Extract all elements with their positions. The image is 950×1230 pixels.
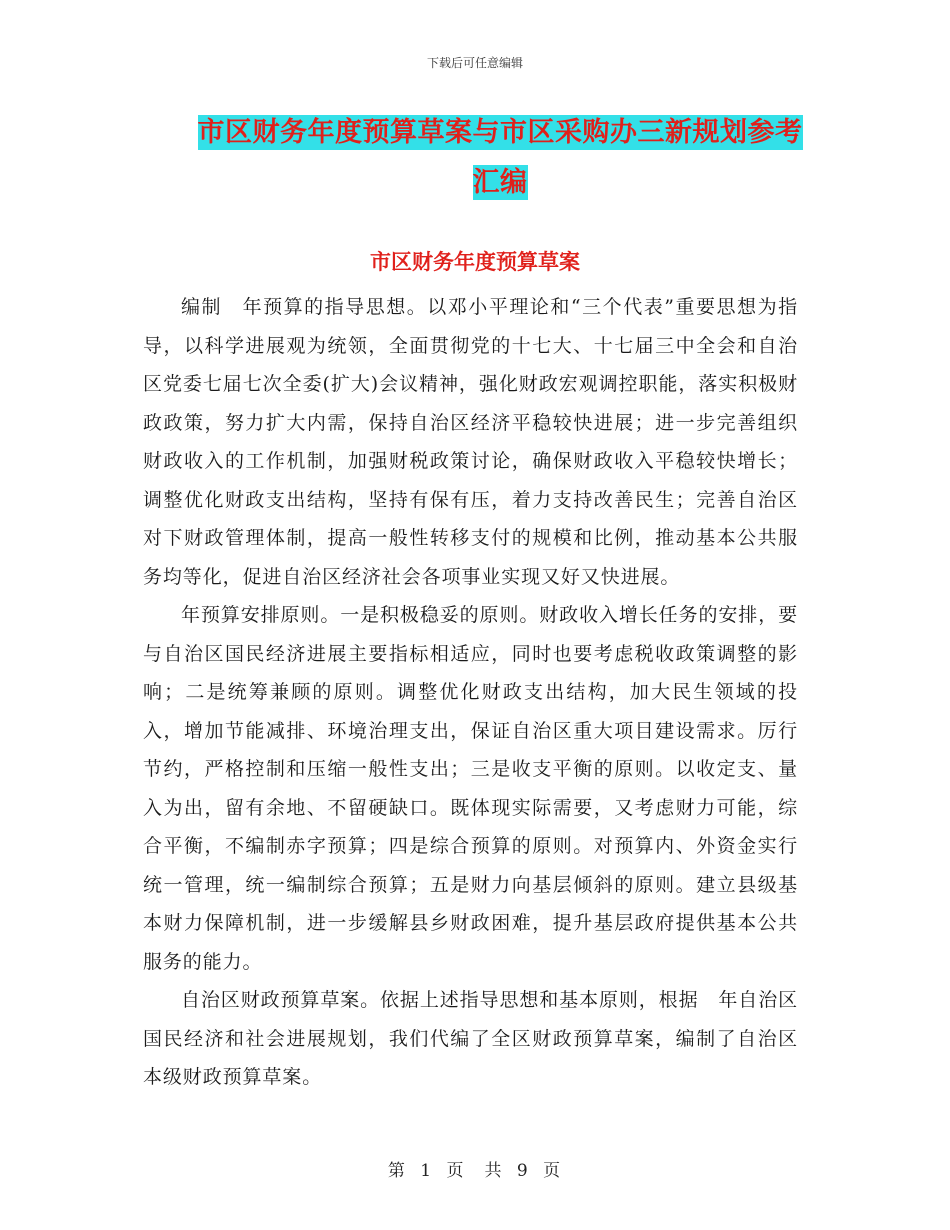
footer-suffix: 页 xyxy=(543,1161,563,1181)
document-title xyxy=(190,108,810,208)
paragraph-2: 年预算安排原则。一是积极稳妥的原则。财政收入增长任务的安排，要与自治区国民经济进展主要指标相适应，同时也要考虑税收政策调整的影响；二是统筹兼顾的原则。调整优化财政支出结构，加大民生领域的投入，增加节能减排、环境治理支出，保证自治区重大项目建设需求。厉行节约，严格控制和压缩一般性支出；三是收支平衡的原则。以收定支、量入为出，留有余地、不留硬缺口。既体现实际需要，又考虑财力可能，综合平衡，不编制赤字预算；四是综合预算的原则。对预算内、外资金实行统一管理，统一编制综合预算；五是财力向基层倾斜的原则。建立县级基本财力保障机制，进一步缓解县乡财政困难，提升基层政府提供基本公共服务的能力。 xyxy=(143,604,798,973)
footer-prefix: 第 xyxy=(387,1161,407,1181)
section-title: 市区财务年度预算草案 xyxy=(370,249,580,274)
footer-total-pages: 9 xyxy=(516,1161,530,1181)
document-title-text: 市区财务年度预算草案与市区采购办三新规划参考汇编 xyxy=(197,117,803,198)
paragraph-3: 自治区财政预算草案。依据上述指导思想和基本原则，根据 年自治区国民经济和社会进展规划，我们代编了全区财政预算草案，编制了自治区本级财政预算草案。 xyxy=(143,989,798,1088)
body-text xyxy=(143,288,798,1097)
page-footer xyxy=(0,1156,950,1181)
footer-current-page: 1 xyxy=(420,1161,434,1181)
header-note: 下载后可任意编辑 xyxy=(426,56,523,70)
paragraph-1: 编制 年预算的指导思想。以邓小平理论和“三个代表”重要思想为指导，以科学进展观为统领，全面贯彻党的十七大、十七届三中全会和自治区党委七届七次全委(扩大)会议精神，强化财政宏观调控职能，落实积极财政政策，努力扩大内需，保持自治区经济平稳较快进展；进一步完善组织财政收入的工作机制，加强财税政策讨论，确保财政收入平稳较快增长；调整优化财政支出结构，坚持有保有压，着力支持改善民生；完善自治区对下财政管理体制，提高一般性转移支付的规模和比例，推动基本公共服务均等化，促进自治区经济社会各项事业实现又好又快进展。 xyxy=(143,296,798,588)
footer-mid: 页 共 xyxy=(446,1161,504,1181)
